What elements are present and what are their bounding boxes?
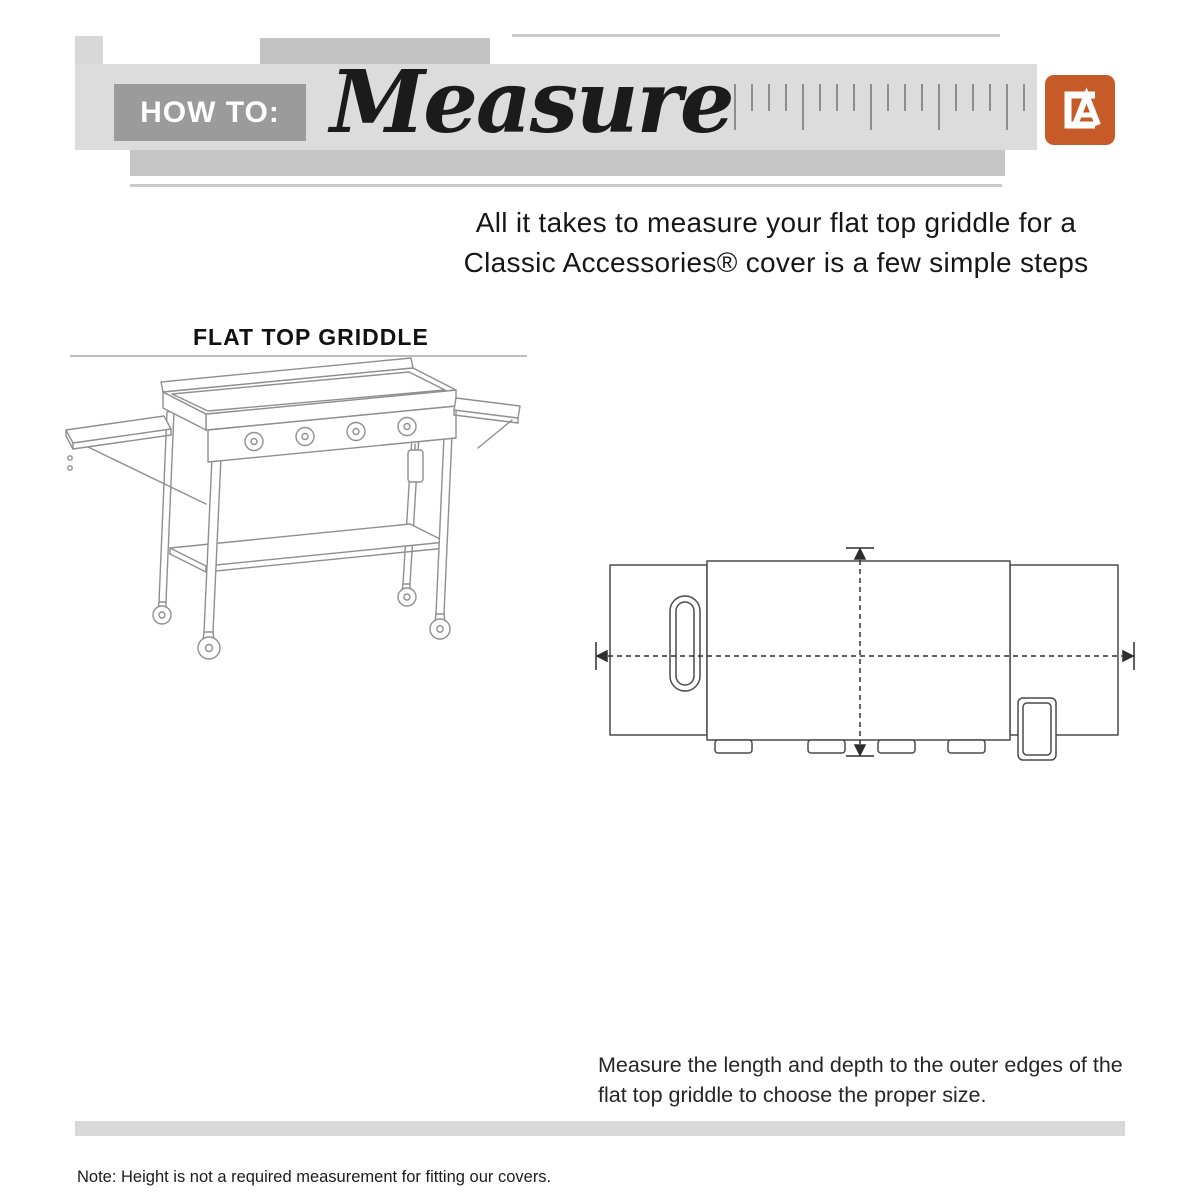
right-shelf	[454, 398, 520, 448]
left-shelf	[66, 416, 206, 504]
page-title: Measure	[330, 52, 733, 153]
instruction-line2: flat top griddle to choose the proper size.	[598, 1083, 987, 1107]
grease-cup	[408, 444, 423, 482]
howto-kicker-box	[114, 84, 306, 141]
intro-line2: Classic Accessories® cover is a few simple steps	[463, 247, 1089, 278]
footnote-text: Note: Height is not a required measurement for fitting our covers.	[77, 1168, 552, 1186]
ca-monogram-icon	[1044, 74, 1116, 146]
decor-line-bottom	[130, 184, 1002, 187]
intro-line1: All it takes to measure your flat top griddle for a	[475, 207, 1077, 238]
ruler-ticks-icon	[732, 84, 1034, 134]
intro-text	[420, 203, 1132, 283]
measurement-diagram	[590, 538, 1140, 773]
classic-accessories-logo	[1044, 74, 1116, 146]
howto-kicker-label: HOW TO:	[140, 95, 280, 129]
measurement-instructions	[598, 1050, 1138, 1110]
divider-bar	[75, 1121, 1125, 1136]
instruction-line1: Measure the length and depth to the outer edges of the	[598, 1053, 1123, 1077]
decor-line-topright	[512, 34, 1000, 37]
griddle-topview	[610, 561, 1118, 760]
product-label: FLAT TOP GRIDDLE	[193, 324, 429, 350]
griddle-illustration	[58, 352, 528, 682]
